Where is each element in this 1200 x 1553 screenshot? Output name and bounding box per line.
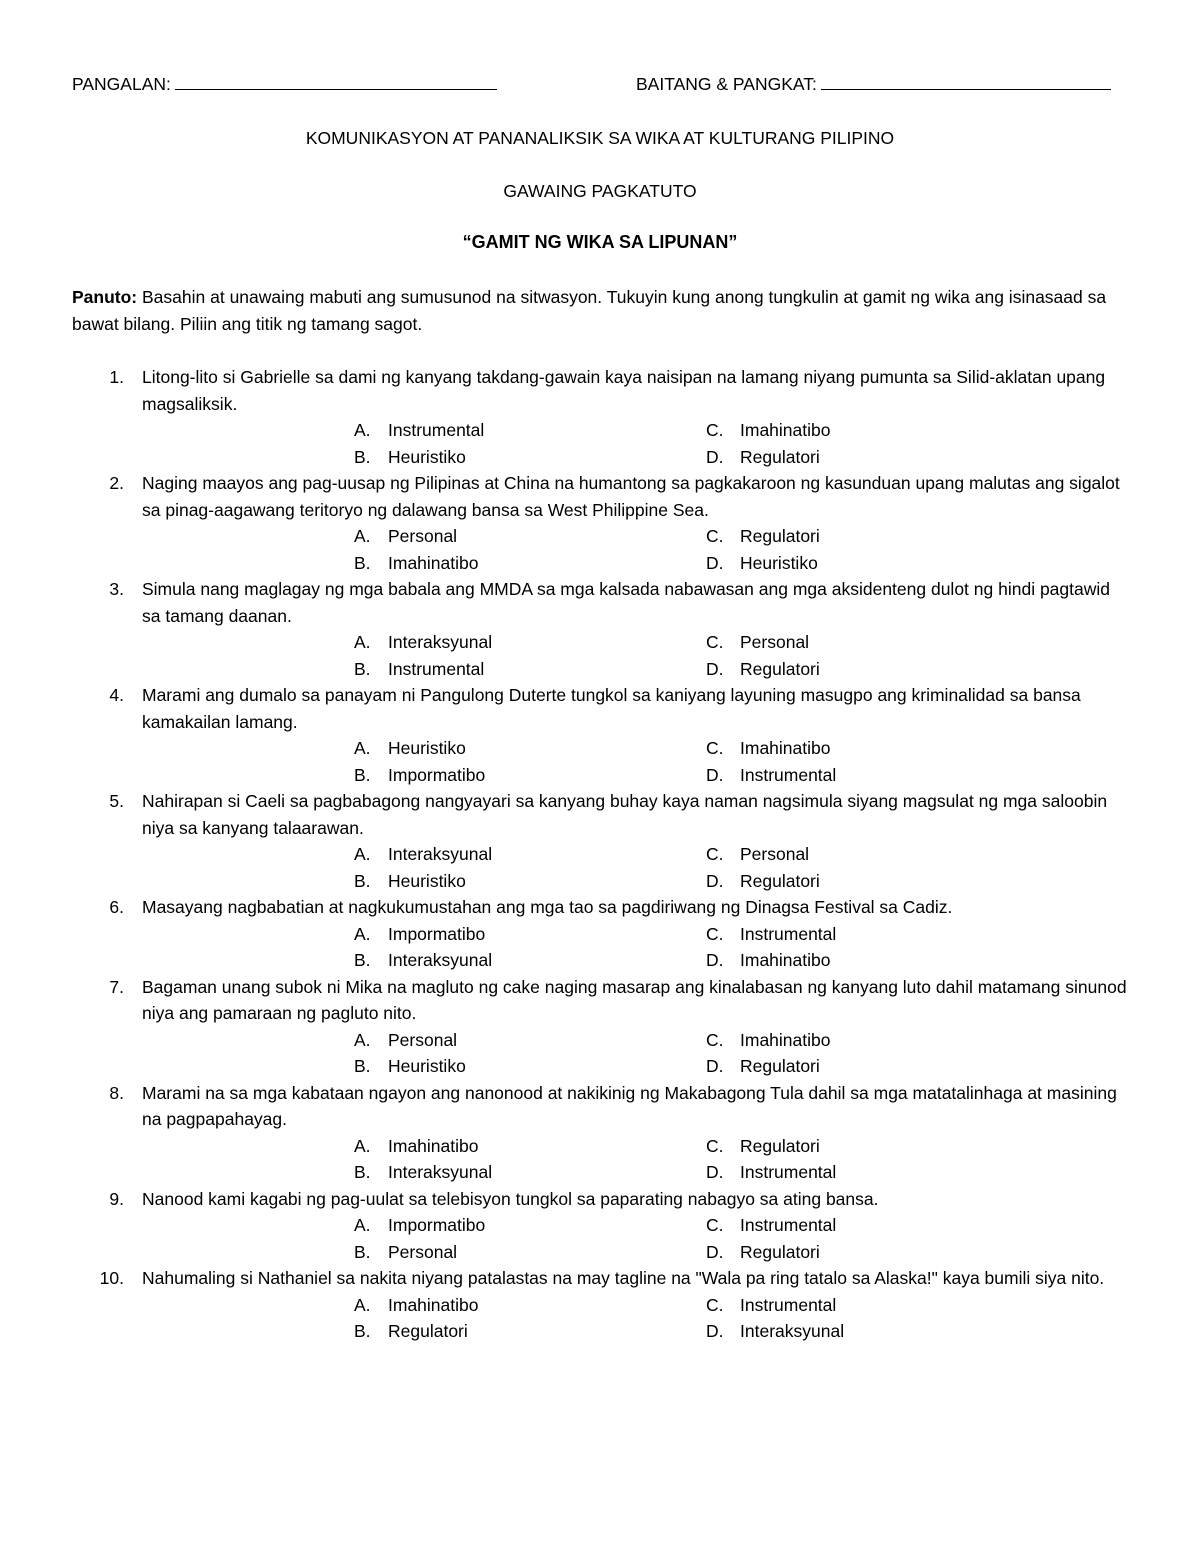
choice-letter: B. bbox=[354, 870, 371, 891]
choice-a[interactable] bbox=[354, 523, 457, 550]
choice-b[interactable] bbox=[354, 1159, 492, 1186]
choice-letter: C. bbox=[706, 632, 724, 652]
choice-text: Impormatibo bbox=[388, 764, 486, 785]
question-item bbox=[72, 470, 1132, 576]
choice-c[interactable] bbox=[706, 921, 836, 948]
choice-letter: A. bbox=[354, 1135, 371, 1156]
choice-letter: D. bbox=[706, 552, 724, 573]
choice-text: Imahinatibo bbox=[388, 1294, 479, 1315]
choice-a[interactable] bbox=[354, 921, 485, 948]
choice-letter: A. bbox=[354, 1294, 371, 1315]
choice-text: Regulatori bbox=[740, 658, 820, 679]
choice-letter: B. bbox=[354, 552, 371, 573]
question-stem: Bagaman unang subok ni Mika na magluto ng cake naging masarap ang kinalabasan ng kanyang luto dahil matamang sinunod niya ang pamaraan ng pagluto nito. bbox=[142, 976, 1127, 1023]
choice-text: Impormatibo bbox=[388, 1215, 486, 1235]
choice-text: Regulatori bbox=[740, 446, 820, 467]
question-stem: Nahirapan si Caeli sa pagbabagong nangyayari sa kanyang buhay kaya naman nagsimula siyang magsulat ng mga saloobin niya sa kanyang talaarawan. bbox=[142, 791, 1108, 838]
question-item bbox=[72, 1186, 1132, 1266]
choice-d[interactable] bbox=[706, 1239, 820, 1266]
question-number: 1. bbox=[109, 367, 124, 387]
question-stem: Naging maayos ang pag-uusap ng Pilipinas at China na humantong sa pagkakaroon ng kasunduan upang malutas ang sigalot sa pinag-aagawang teritoryo ng dalawang bansa sa West Philippine Sea. bbox=[142, 473, 1120, 520]
choice-a[interactable] bbox=[354, 629, 492, 656]
question-stem: Nanood kami kagabi ng pag-uulat sa telebisyon tungkol sa paparating nabagyo sa ating bansa. bbox=[142, 1188, 879, 1209]
choice-text: Interaksyunal bbox=[388, 950, 493, 970]
choice-d[interactable] bbox=[706, 947, 830, 974]
choice-letter: D. bbox=[706, 1162, 724, 1182]
choice-text: Imahinatibo bbox=[740, 1029, 831, 1050]
choice-letter: D. bbox=[706, 1056, 724, 1076]
choice-text: Regulatori bbox=[740, 1241, 820, 1262]
choice-letter: B. bbox=[354, 1162, 371, 1182]
question-item bbox=[72, 894, 1132, 974]
worksheet-title: “GAMIT NG WIKA SA LIPUNAN” bbox=[462, 232, 738, 252]
choice-letter: D. bbox=[706, 446, 724, 467]
choice-letter: B. bbox=[354, 950, 371, 970]
choice-c[interactable] bbox=[706, 1212, 836, 1239]
choice-text: Personal bbox=[388, 526, 458, 546]
choice-text: Regulatori bbox=[740, 1135, 820, 1156]
question-stem: Marami ang dumalo sa panayam ni Pangulong Duterte tungkol sa kaniyang layuning masugpo ang kriminalidad sa bansa kamakailan lamang. bbox=[142, 685, 1081, 732]
grade-section-blank-line[interactable] bbox=[821, 75, 1111, 90]
question-list bbox=[72, 364, 1132, 1345]
choice-letter: D. bbox=[706, 950, 724, 970]
choice-text: Imahinatibo bbox=[740, 738, 831, 758]
choice-group bbox=[142, 841, 1132, 894]
choice-b[interactable] bbox=[354, 444, 466, 471]
choice-letter: A. bbox=[354, 738, 371, 758]
choice-c[interactable] bbox=[706, 417, 830, 444]
choice-text: Heuristiko bbox=[388, 1056, 466, 1076]
choice-letter: D. bbox=[706, 1321, 724, 1341]
choice-group bbox=[142, 1212, 1132, 1265]
choice-text: Regulatori bbox=[740, 526, 820, 546]
choice-letter: C. bbox=[706, 923, 724, 944]
choice-b[interactable] bbox=[354, 550, 478, 577]
question-number: 10. bbox=[99, 1268, 124, 1288]
choice-letter: C. bbox=[706, 420, 724, 440]
student-info-header bbox=[72, 74, 1132, 98]
choice-a[interactable] bbox=[354, 1133, 478, 1160]
question-stem: Marami na sa mga kabataan ngayon ang nanonood at nakikinig ng Makabagong Tula dahil sa mga matatalinhaga at masining na pagpapahayag. bbox=[142, 1082, 1117, 1129]
choice-group bbox=[142, 735, 1132, 788]
choice-letter: C. bbox=[706, 1294, 724, 1315]
question-item bbox=[72, 364, 1132, 470]
choice-a[interactable] bbox=[354, 735, 466, 762]
choice-d[interactable] bbox=[706, 550, 818, 577]
choice-a[interactable] bbox=[354, 1027, 457, 1054]
choice-text: Regulatori bbox=[740, 1056, 820, 1076]
question-stem: Simula nang maglagay ng mga babala ang MMDA sa mga kalsada nabawasan ang mga aksidenteng dulot ng hindi pagtawid sa tamang daanan. bbox=[142, 579, 1110, 626]
choice-letter: B. bbox=[354, 764, 371, 785]
choice-text: Personal bbox=[740, 632, 810, 652]
choice-text: Imahinatibo bbox=[388, 552, 479, 573]
question-item bbox=[72, 1080, 1132, 1186]
name-label: PANGALAN: bbox=[72, 74, 171, 94]
choice-letter: C. bbox=[706, 844, 724, 864]
choice-text: Interaksyunal bbox=[388, 1162, 493, 1182]
choice-letter: B. bbox=[354, 658, 371, 679]
choice-text: Heuristiko bbox=[740, 552, 818, 573]
choice-letter: A. bbox=[354, 1215, 371, 1235]
name-blank-line[interactable] bbox=[175, 75, 497, 90]
choice-letter: C. bbox=[706, 526, 724, 546]
choice-c[interactable] bbox=[706, 1292, 836, 1319]
choice-group bbox=[142, 1292, 1132, 1345]
instructions-text: Basahin at unawaing mabuti ang sumusunod na sitwasyon. Tukuyin kung anong tungkulin at gamit ng wika ang isinasaad sa bawat bilang. Piliin ang titik ng tamang sagot. bbox=[72, 287, 1107, 334]
choice-c[interactable] bbox=[706, 523, 820, 550]
choice-text: Personal bbox=[388, 1029, 458, 1050]
choice-d[interactable] bbox=[706, 762, 836, 789]
choice-c[interactable] bbox=[706, 1027, 830, 1054]
choice-b[interactable] bbox=[354, 762, 485, 789]
choice-text: Interaksyunal bbox=[388, 632, 493, 652]
choice-b[interactable] bbox=[354, 656, 484, 683]
choice-letter: B. bbox=[354, 446, 371, 467]
choice-text: Personal bbox=[388, 1241, 458, 1262]
choice-group bbox=[142, 1133, 1132, 1186]
question-item bbox=[72, 682, 1132, 788]
choice-text: Imahinatibo bbox=[388, 1135, 479, 1156]
name-field[interactable] bbox=[72, 74, 497, 95]
choice-text: Imahinatibo bbox=[740, 950, 831, 970]
choice-letter: A. bbox=[354, 1029, 371, 1050]
choice-a[interactable] bbox=[354, 841, 492, 868]
choice-d[interactable] bbox=[706, 1159, 836, 1186]
question-number: 7. bbox=[109, 976, 124, 997]
choice-text: Instrumental bbox=[740, 923, 837, 944]
question-item bbox=[72, 1265, 1132, 1345]
choice-letter: B. bbox=[354, 1241, 371, 1262]
choice-letter: D. bbox=[706, 764, 724, 785]
choice-letter: C. bbox=[706, 1029, 724, 1050]
choice-text: Heuristiko bbox=[388, 738, 466, 758]
choice-c[interactable] bbox=[706, 1133, 820, 1160]
choice-d[interactable] bbox=[706, 868, 820, 895]
choice-b[interactable] bbox=[354, 947, 492, 974]
choice-text: Personal bbox=[740, 844, 810, 864]
question-number: 9. bbox=[109, 1188, 124, 1209]
choice-letter: C. bbox=[706, 1215, 724, 1235]
instructions bbox=[72, 284, 1132, 338]
choice-text: Instrumental bbox=[740, 1162, 837, 1182]
choice-group bbox=[142, 1027, 1132, 1080]
choice-b[interactable] bbox=[354, 1053, 466, 1080]
question-item bbox=[72, 576, 1132, 682]
choice-text: Instrumental bbox=[740, 1215, 837, 1235]
choice-group bbox=[142, 921, 1132, 974]
question-item bbox=[72, 788, 1132, 894]
choice-text: Interaksyunal bbox=[388, 844, 493, 864]
choice-b[interactable] bbox=[354, 868, 466, 895]
choice-d[interactable] bbox=[706, 1053, 820, 1080]
choice-letter: B. bbox=[354, 1056, 371, 1076]
choice-text: Regulatori bbox=[740, 870, 820, 891]
choice-letter: A. bbox=[354, 632, 371, 652]
choice-text: Imahinatibo bbox=[740, 420, 831, 440]
choice-d[interactable] bbox=[706, 1318, 844, 1345]
choice-letter: A. bbox=[354, 923, 371, 944]
choice-d[interactable] bbox=[706, 444, 820, 471]
choice-d[interactable] bbox=[706, 656, 820, 683]
grade-section-label: BAITANG & PANGKAT: bbox=[636, 74, 817, 94]
choice-text: Instrumental bbox=[740, 1294, 837, 1315]
choice-letter: C. bbox=[706, 1135, 724, 1156]
instructions-lead: Panuto: bbox=[72, 287, 138, 307]
question-number: 8. bbox=[109, 1082, 124, 1103]
choice-c[interactable] bbox=[706, 735, 830, 762]
choice-letter: D. bbox=[706, 870, 724, 891]
choice-group bbox=[142, 523, 1132, 576]
choice-letter: D. bbox=[706, 1241, 724, 1262]
choice-text: Instrumental bbox=[740, 764, 837, 785]
choice-letter: D. bbox=[706, 658, 724, 679]
choice-text: Interaksyunal bbox=[740, 1321, 845, 1341]
choice-text: Impormatibo bbox=[388, 923, 486, 944]
choice-letter: A. bbox=[354, 420, 371, 440]
question-stem: Nahumaling si Nathaniel sa nakita niyang patalastas na may tagline na "Wala pa ring tatalo sa Alaska!" kaya bumili siya nito. bbox=[142, 1268, 1105, 1288]
choice-text: Heuristiko bbox=[388, 446, 466, 467]
question-number: 3. bbox=[109, 579, 124, 599]
choice-group bbox=[142, 417, 1132, 470]
choice-text: Regulatori bbox=[388, 1321, 468, 1341]
question-number: 4. bbox=[109, 685, 124, 705]
question-number: 2. bbox=[109, 473, 124, 493]
choice-letter: A. bbox=[354, 844, 371, 864]
choice-a[interactable] bbox=[354, 1212, 485, 1239]
question-stem: Litong-lito si Gabrielle sa dami ng kanyang takdang-gawain kaya naisipan na lamang niyang pumunta sa Silid-aklatan upang magsaliksik. bbox=[142, 367, 1106, 414]
choice-a[interactable] bbox=[354, 1292, 478, 1319]
choice-letter: B. bbox=[354, 1321, 371, 1341]
question-number: 5. bbox=[109, 791, 124, 811]
question-stem: Masayang nagbabatian at nagkukumustahan ang mga tao sa pagdiriwang ng Dinagsa Festival sa Cadiz. bbox=[142, 897, 953, 917]
choice-b[interactable] bbox=[354, 1318, 468, 1345]
subject-heading: KOMUNIKASYON AT PANANALIKSIK SA WIKA AT KULTURANG PILIPINO bbox=[305, 128, 895, 148]
activity-heading: GAWAING PAGKATUTO bbox=[503, 181, 697, 201]
choice-text: Instrumental bbox=[388, 420, 485, 440]
choice-group bbox=[142, 629, 1132, 682]
choice-c[interactable] bbox=[706, 629, 809, 656]
choice-c[interactable] bbox=[706, 841, 809, 868]
choice-text: Instrumental bbox=[388, 658, 485, 679]
choice-text: Heuristiko bbox=[388, 870, 466, 891]
choice-b[interactable] bbox=[354, 1239, 457, 1266]
grade-section-field[interactable] bbox=[636, 74, 1111, 95]
question-item bbox=[72, 974, 1132, 1080]
choice-letter: A. bbox=[354, 526, 371, 546]
choice-letter: C. bbox=[706, 738, 724, 758]
choice-a[interactable] bbox=[354, 417, 484, 444]
question-number: 6. bbox=[109, 897, 124, 917]
